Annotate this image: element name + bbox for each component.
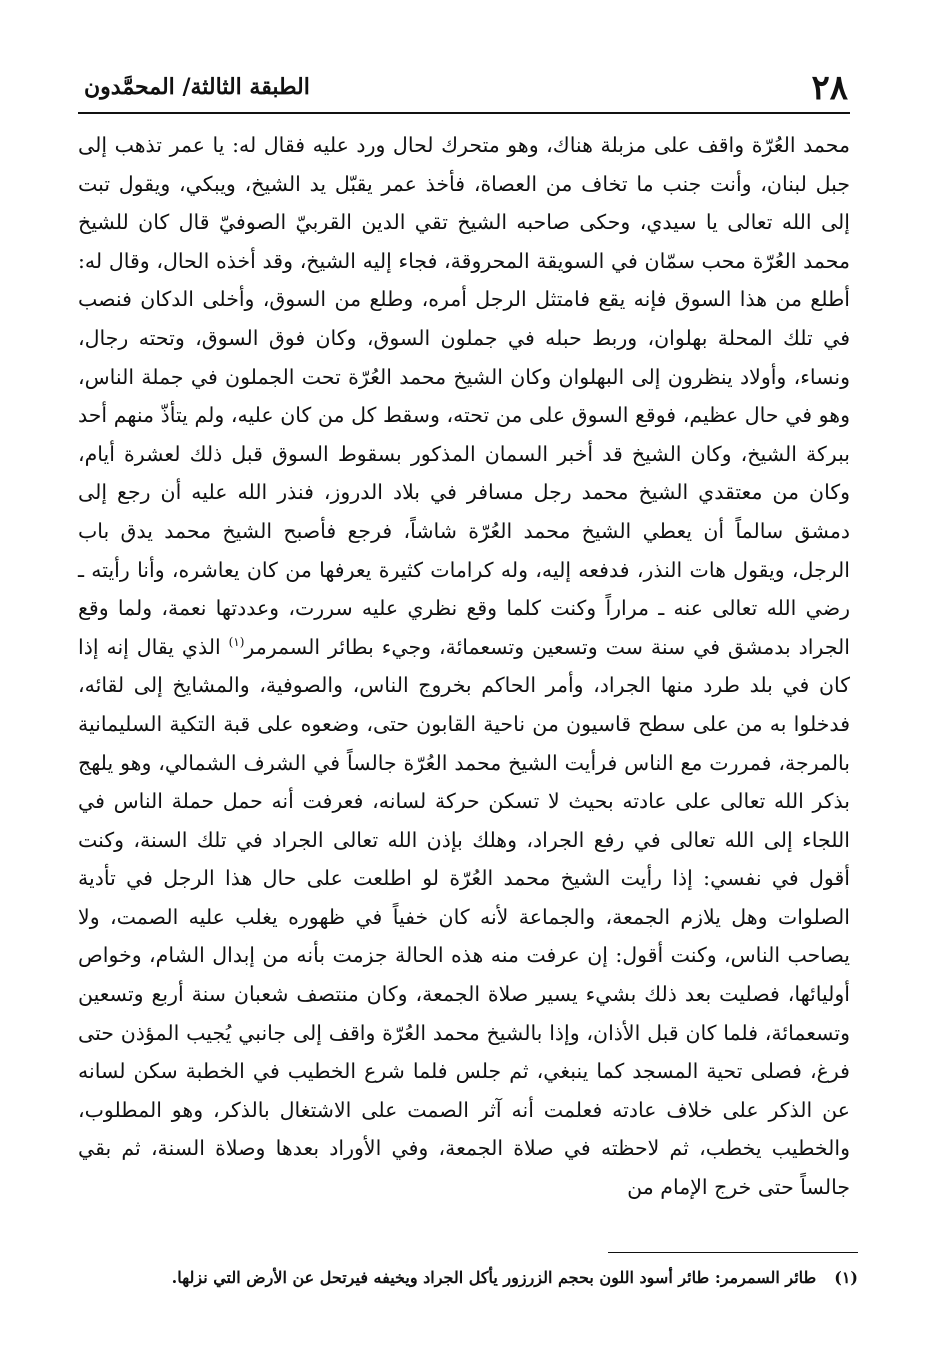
footnote-marker: (١)	[834, 1268, 858, 1287]
footnote-separator	[608, 1252, 858, 1253]
footnote-text: طائر السمرمر: طائر أسود اللون بحجم الزرزور يأكل الجراد ويخيفه فيرتحل عن الأرض التي نزلها.	[171, 1268, 817, 1287]
page-header	[78, 64, 850, 114]
footnote-reference: (١)	[228, 634, 245, 649]
body-paragraph	[78, 126, 850, 1207]
running-head: الطبقة الثالثة/ المحمَّدون	[84, 74, 310, 100]
page-number: ٢٨	[811, 68, 848, 108]
body-text-part-1: محمد العُرّة واقف على مزبلة هناك، وهو متحرك لحال ورد عليه فقال له: يا عمر تذهب إلى جبل لبنان، وأنت جنب ما تخاف من العصاة، فأخذ عمر يقبّل يد الشيخ، ويبكي، ويقول تبت إلى الله تعالى يا سيدي، وحكى صاحبه الشيخ تقي الدين القربيّ الصوفيّ قال كان للشيخ محمد العُرّة محب سمّان في السويقة المحروقة، فجاء إليه الشيخ، وقد أخذه الحال، وقال له: أطلع من هذا السوق فإنه يقع فامتثل الرجل أمره، وطلع من السوق، وأخلى الدكان فنصب في تلك المحلة بهلوان، وربط حبله في جملون السوق، وكان فوق السوق، وتحته رجال، ونساء، وأولاد ينظرون إلى البهلوان وكان الشيخ محمد العُرّة تحت الجملون في جملة الناس، وهو في حال عظيم، فوقع السوق على من تحته، وسقط كل من كان عليه، ولم يتأذّ منهم أحد ببركة الشيخ، وكان الشيخ قد أخبر السمان المذكور بسقوط السوق قبل ذلك لعشرة أيام، وكان من معتقدي الشيخ محمد رجل مسافر في بلاد الدروز، فنذر الله عليه أن رجع إلى دمشق سالماً أن يعطي الشيخ محمد العُرّة شاشاً، فرجع فأصبح الشيخ محمد يدق باب الرجل، ويقول هات النذر، فدفعه إليه، وله كرامات كثيرة يعرفها من كان يعاشره، وأنا رأيته ـ رضي الله تعالى عنه ـ مراراً وكنت كلما وقع نظري عليه سررت، وعددتها نعمة، ولما وقع الجراد بدمشق في سنة ست وتسعين وتسعمائة، وجيء بطائر السمرمر	[78, 133, 850, 659]
body-text-part-2: الذي يقال إنه إذا كان في بلد طرد منها الجراد، وأمر الحاكم بخروج الناس، والصوفية، والمشايخ إلى لقائه، فدخلوا به من على سطح قاسيون من ناحية القابون حتى، وضعوه على قبة التكية السليمانية بالمرجة، فمررت مع الناس فرأيت الشيخ محمد العُرّة جالساً في الشرف الشمالي، وهو يلهج بذكر الله تعالى على عادته بحيث لا تسكن حركة لسانه، فعرفت أنه حمل حملة الناس في اللجاء إلى الله تعالى في رفع الجراد، وهلك بإذن الله تعالى الجراد في تلك السنة، وكنت أقول في نفسي: إذا رأيت الشيخ محمد العُرّة لو اطلعت على حال هذا الرجل في تأدية الصلوات وهل يلازم الجمعة، والجماعة لأنه كان خفياً في ظهوره يغلب عليه الصمت، ولا يصاحب الناس، وكنت أقول: إن عرفت منه هذه الحالة جزمت بأنه من إبدال الشام، وخواص أوليائها، فصليت بعد ذلك بشيء يسير صلاة الجمعة، وكان منتصف شعبان سنة أربع وتسعين وتسعمائة، فلما كان قبل الأذان، وإذا بالشيخ محمد العُرّة واقف إلى جانبي يُجيب المؤذن حتى فرغ، فصلى تحية المسجد كما ينبغي، ثم جلس فلما شرع الخطيب في الخطبة سكن لسانه عن الذكر على خلاف عادته فعلمت أنه آثر الصمت على الاشتغال بالذكر، وهو المطلوب، والخطيب يخطب، ثم لاحظته في صلاة الجمعة، وفي الأوراد بعدها وصلاة السنة، ثم بقي جالساً حتى خرج الإمام من	[78, 634, 850, 1200]
header-rule	[78, 112, 850, 114]
footnote	[86, 1264, 858, 1292]
main-text	[78, 126, 850, 1207]
